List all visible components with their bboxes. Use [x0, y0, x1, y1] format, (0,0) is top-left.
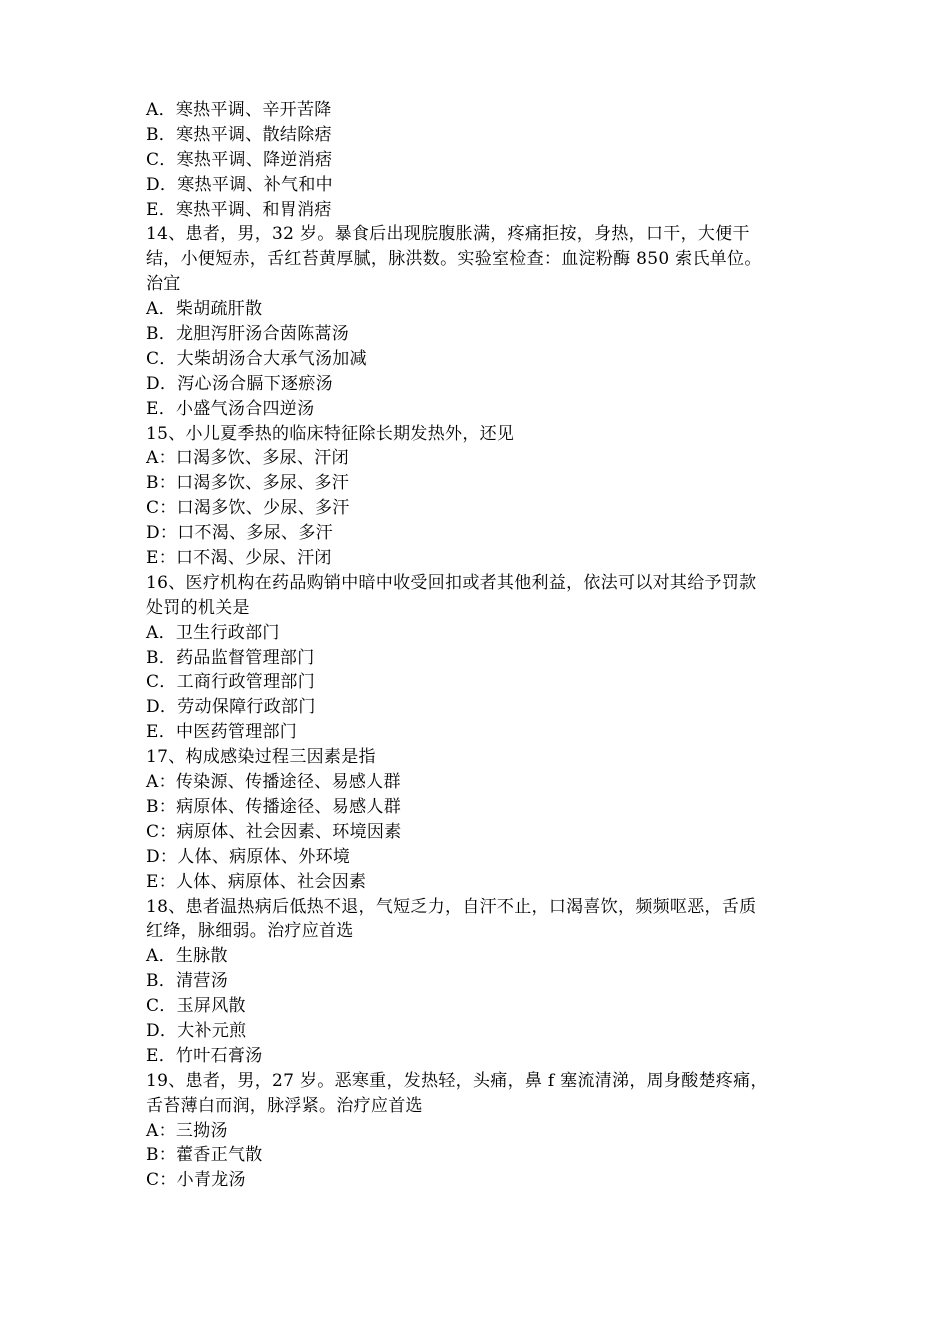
text-line: 16、医疗机构在药品购销中暗中收受回扣或者其他利益，依法可以对其给予罚款: [146, 572, 757, 593]
text-line: 结，小便短赤，舌红苔黄厚腻，脉洪数。实验室检查：血淀粉酶 850 索氏单位。: [146, 249, 762, 270]
text-line: E：人体、病原体、社会因素: [146, 871, 367, 892]
text-line: C：小青龙汤: [146, 1170, 246, 1191]
text-line: C．玉屏风散: [146, 996, 246, 1017]
text-line: 17、构成感染过程三因素是指: [146, 747, 376, 768]
text-line: A．生脉散: [146, 946, 228, 967]
text-line: A：三拗汤: [146, 1120, 228, 1141]
text-line: D：口不渴、多尿、多汗: [146, 523, 333, 544]
text-line: B．清营汤: [146, 971, 228, 992]
text-line: C：病原体、社会因素、环境因素: [146, 821, 402, 842]
text-line: B．寒热平调、散结除痞: [146, 124, 332, 145]
text-line: 18、患者温热病后低热不退，气短乏力，自汗不止，口渴喜饮，频频呕恶，舌质: [146, 896, 757, 917]
text-line: C：口渴多饮、少尿、多汗: [146, 498, 350, 519]
text-line: E．寒热平调、和胃消痞: [146, 199, 332, 220]
document-page: [146, 98, 826, 1193]
text-line: B：病原体、传播途径、易感人群: [146, 796, 401, 817]
text-line: D．大补元煎: [146, 1020, 247, 1041]
text-line: E：口不渴、少尿、汗闭: [146, 548, 332, 569]
text-line: 15、小儿夏季热的临床特征除长期发热外，还见: [146, 423, 515, 444]
text-line: B．药品监督管理部门: [146, 647, 315, 668]
text-line: 14、患者，男，32 岁。暴食后出现脘腹胀满，疼痛拒按，身热，口干，大便干: [146, 224, 750, 245]
text-line: A：传染源、传播途径、易感人群: [146, 772, 401, 793]
text-line: A：口渴多饮、多尿、汗闭: [146, 448, 349, 469]
text-line: D．劳动保障行政部门: [146, 697, 316, 718]
text-line: C．寒热平调、降逆消痞: [146, 149, 333, 170]
text-line: C．大柴胡汤合大承气汤加减: [146, 348, 367, 369]
text-line: E．小盛气汤合四逆汤: [146, 398, 315, 419]
text-line: B：口渴多饮、多尿、多汗: [146, 473, 350, 494]
text-line: A．卫生行政部门: [146, 622, 280, 643]
text-line: 红绛，脉细弱。治疗应首选: [146, 921, 354, 942]
text-line: D．寒热平调、补气和中: [146, 174, 333, 195]
text-line: E．中医药管理部门: [146, 722, 298, 743]
text-line: A．寒热平调、辛开苦降: [146, 100, 332, 120]
text-line: D：人体、病原体、外环境: [146, 846, 351, 867]
text-line: B：藿香正气散: [146, 1145, 263, 1166]
text-line: 19、患者，男，27 岁。恶寒重，发热轻，头痛，鼻 f 塞流清涕，周身酸楚疼痛，: [146, 1070, 768, 1091]
text-line: C．工商行政管理部门: [146, 672, 316, 693]
text-line: D．泻心汤合膈下逐瘀汤: [146, 373, 333, 394]
text-line: E．竹叶石膏汤: [146, 1045, 263, 1066]
text-line: 处罚的机关是: [146, 597, 250, 618]
text-line: 舌苔薄白而润，脉浮紧。治疗应首选: [146, 1095, 423, 1116]
text-line: 治宜: [146, 274, 181, 295]
text-line: A．柴胡疏肝散: [146, 299, 263, 320]
text-line: B．龙胆泻肝汤合茵陈蒿汤: [146, 324, 350, 345]
